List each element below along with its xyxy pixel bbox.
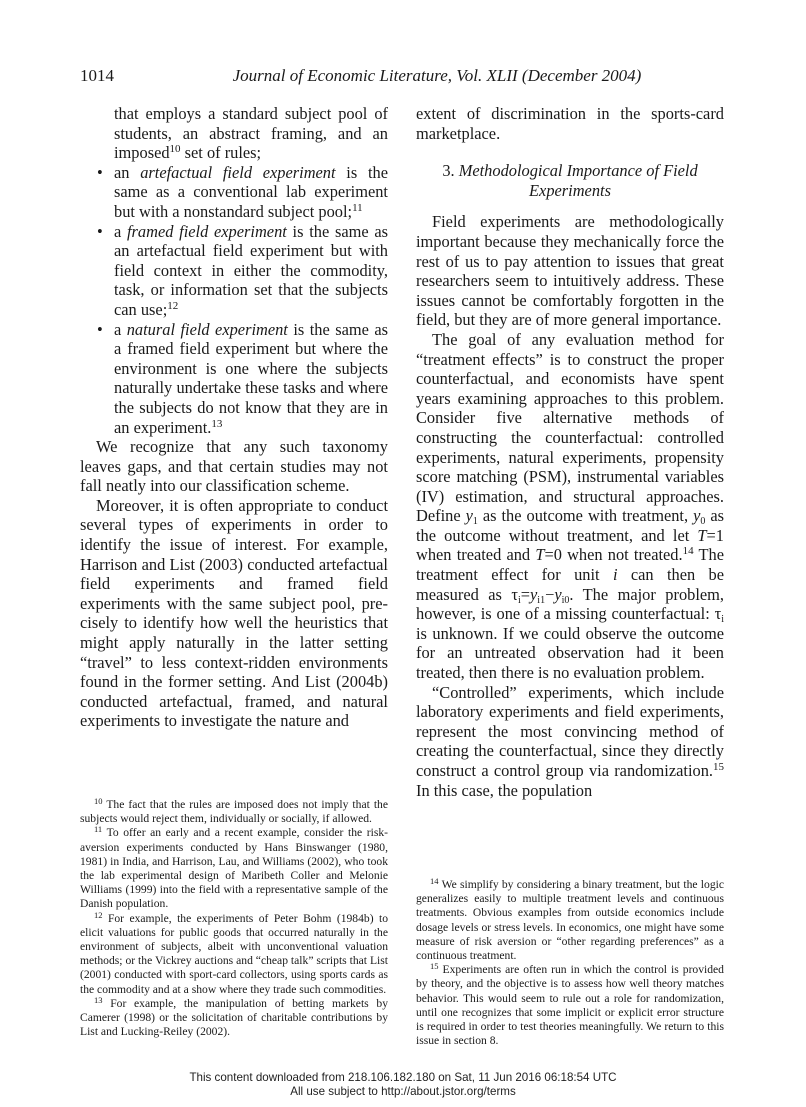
- running-header: [80, 66, 724, 88]
- paragraph: Field experiments are methodologically important because they mechanically force the rest of us to pay attention to issues that great researchers seem to intuitively address. These issues cannot be comfortably forgotten in the field, but they are of more general importance.: [416, 212, 724, 330]
- bullet-icon: •: [97, 319, 103, 339]
- footnote: $^{15}$ Experiments are often run in which the control is provided by theory, and the objective is to assess how well theory matches behavior. This would seem to rule out a role for randomization, until one recognizes that some implicit or explicit error structure is required in order to test theories meaningfully. We return to this issue in section 8.: [416, 961, 724, 1048]
- bullet-icon: •: [97, 221, 103, 241]
- taxonomy-list: [80, 104, 388, 437]
- footnote: $^{10}$ The fact that the rules are imposed does not imply that the subjects would reject them, individually or socially, if allowed.: [80, 796, 388, 826]
- paragraph: “Controlled” experiments, which include laboratory experiments and field experiments, represent the most convincing method of creating the counterfactual, since they directly construct a control group via randomization.$^{15}$ In this case, the population: [416, 682, 724, 800]
- footnote-ref[interactable]: 15: [713, 761, 724, 773]
- bullet-icon: •: [97, 162, 103, 182]
- paragraph: The goal of any evaluation method for “treatment effects” is to construct the proper counterfactual, and economists have spent years examining approaches to this problem. Consider five alternative methods of constructing the counterfactual: controlled experiments, natural experiments, propensity score matching (PSM), instrumental variables (IV) estimation, and structural approaches. Define $y_1$ as the outcome with treatment, $y_0$ as the outcome without treatment, and let T=1 when treated and T=0 when not treated.$^{14}$ The treatment effect for unit i can then be measured as $\tau_i=y_{i1}-y_{i0}$. The major problem, however, is one of a missing counterfactual: $\tau_i$ is unknown. If we could observe the outcome for an untreated observation had it been treated, then there is no evaluation problem.: [416, 329, 725, 683]
- journal-title: Journal of Economic Literature, Vol. XLII (December 2004): [232, 66, 642, 85]
- footnotes-right: [416, 878, 724, 1048]
- footnote: $^{13}$ For example, the manipulation of betting markets by Camerer (1998) or the solicitation of charitable contributions by List and Lucking-Reiley (2002).: [80, 994, 388, 1039]
- jstor-footer: [0, 1071, 806, 1098]
- footnote-ref[interactable]: 12: [167, 299, 179, 312]
- footnote-ref[interactable]: 11: [352, 201, 363, 214]
- list-item: • a natural field experiment is the same as a framed field experiment but where the environment is one where the subjects naturally undertake these tasks and where the subjects do not know that they are in an experiment.$^{13}$: [97, 319, 388, 437]
- footnote-ref[interactable]: 14: [682, 545, 694, 558]
- page-number: 1014: [80, 66, 114, 85]
- list-item: that employs a standard subject pool of students, an abstract framing, and an imposed$^{10}$ set of rules;: [114, 104, 388, 163]
- footnote: $^{12}$ For example, the experiments of Peter Bohm (1984b) to elicit valuations for public goods that occurred naturally in the environment of subjects, albeit with unconventional valuation methods; or the Vickrey auctions and “cheap talk” scripts that List (2001) conducted with sport-card collectors, using sports cards as the commodity and at a show where they trade such commodities.: [80, 909, 388, 996]
- footnotes-left: [80, 798, 388, 1039]
- paragraph: Moreover, it is often appropriate to conduct several types of experiments in order to identify the issue of interest. For example, Harrison and List (2003) conducted artefactual field experiments and framed field experiments with the same subject pool, precisely to identify how well the heuristics that might apply naturally in the latter setting “travel” to less context-ridden environments found in the former setting. And List (2004b) conducted artefactual, framed, and natural experiments to investigate the nature and: [80, 495, 388, 731]
- right-column: [416, 104, 724, 800]
- paragraph: We recognize that any such taxonomy leaves gaps, and that certain studies may not fall neatly into our classification scheme.: [80, 437, 388, 496]
- left-column: [80, 104, 388, 731]
- footnote-ref[interactable]: 10: [169, 143, 181, 156]
- paragraph: extent of discrimination in the sports-card marketplace.: [416, 104, 724, 143]
- list-item: • a framed field experiment is the same as an artefactual field experiment but with field context in either the commodity, task, or information set that the subjects can use;$^{12}$: [97, 221, 388, 319]
- footnote-ref[interactable]: 13: [211, 417, 223, 430]
- section-heading: 3. Methodological Importance of Field Experiments: [442, 161, 698, 200]
- terms-link[interactable]: All use subject to http://about.jstor.org/terms: [290, 1084, 516, 1098]
- footnote: $^{11}$ To offer an early and a recent example, consider the risk-aversion experiments conducted by Hans Binswanger (1980, 1981) in India, and Harrison, Lau, and Williams (2002), who took the lab experimental design of Maribeth Coller and Melonie Williams (1999) into the field with a representative sample of the Danish population.: [80, 824, 388, 911]
- footnote: $^{14}$ We simplify by considering a binary treatment, but the logic generalizes easily to multiple treatment levels and continuous treatments. Obvious examples from outside economics include dosage levels or stress levels. In economics, one might have some measure of risk aversion or “other regarding preferences” as a continuous treatment.: [416, 876, 724, 963]
- download-notice: This content downloaded from 218.106.182.180 on Sat, 11 Jun 2016 06:18:54 UTC: [189, 1071, 617, 1084]
- list-item: • an artefactual field experiment is the same as a conventional lab experiment but with a nonstandard subject pool;$^{11}$: [97, 162, 388, 221]
